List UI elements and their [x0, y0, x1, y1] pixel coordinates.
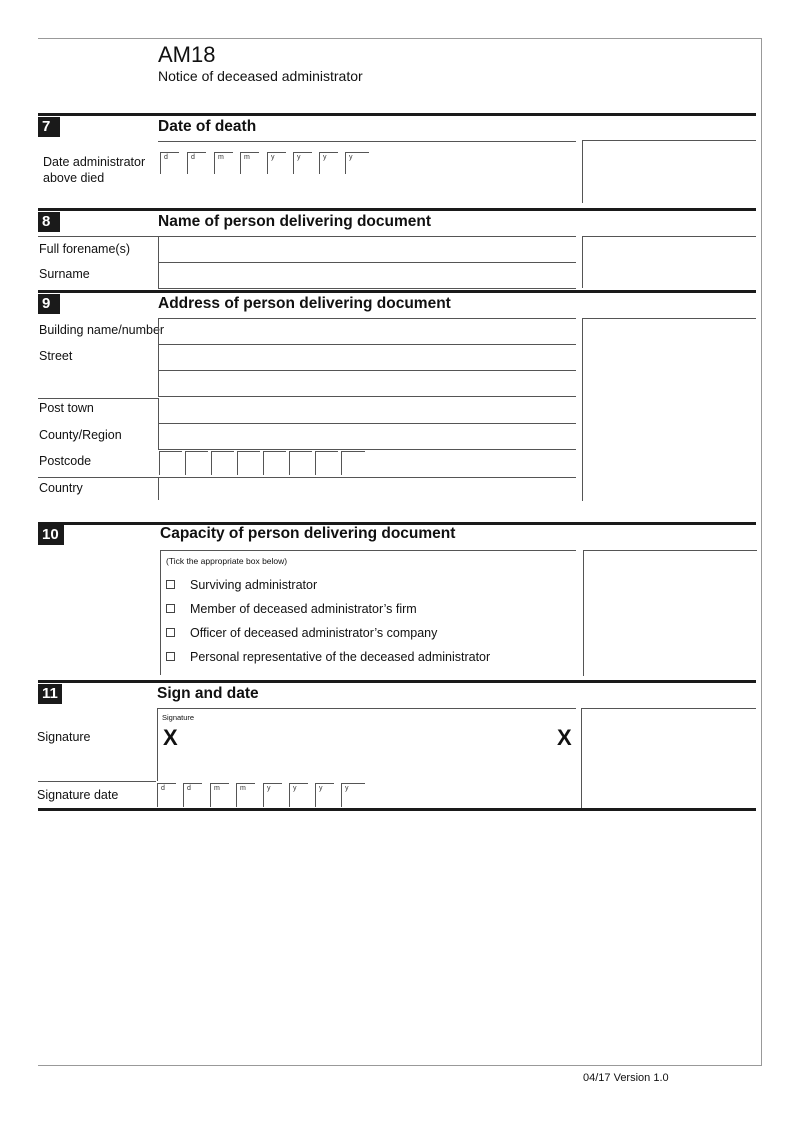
date-cell-y3[interactable]: y — [319, 152, 338, 174]
top-rule — [38, 38, 762, 39]
signature-x-left-icon: X — [163, 725, 178, 750]
post-town-label: Post town — [39, 401, 94, 415]
country-label: Country — [39, 481, 83, 495]
country-input[interactable] — [158, 478, 576, 500]
section-11-bottom-rule — [38, 808, 756, 811]
section-8-side-box — [582, 236, 756, 288]
checkbox-officer-of-company[interactable] — [166, 628, 175, 637]
date-cell-y4[interactable]: y — [345, 152, 369, 174]
postcode-cell[interactable] — [341, 451, 365, 475]
section-10-title: Capacity of person delivering document — [160, 525, 456, 542]
section-7-title: Date of death — [158, 118, 257, 135]
date-cell-d1[interactable]: d — [160, 152, 179, 174]
capacity-instruction: (Tick the appropriate box below) — [166, 556, 288, 566]
form-title: Notice of deceased administrator — [158, 68, 363, 84]
signature-date-label: Signature date — [37, 788, 119, 802]
postcode-cell[interactable] — [185, 451, 208, 475]
section-7-number: 7 — [38, 117, 60, 137]
forenames-label: Full forename(s) — [39, 242, 130, 256]
section-9-rule — [38, 290, 756, 293]
date-cell-y1[interactable]: y — [267, 152, 286, 174]
section-11-side-box — [581, 708, 756, 808]
section-8-rule — [38, 208, 756, 211]
signature-label: Signature — [37, 730, 91, 744]
date-cell-m2[interactable]: m — [240, 152, 259, 174]
date-cell-y2[interactable]: y — [293, 152, 312, 174]
option-personal-representative: Personal representative of the deceased administrator — [190, 650, 491, 664]
form-code: AM18 — [158, 42, 216, 67]
street-label: Street — [39, 349, 73, 363]
county-input[interactable] — [158, 424, 576, 450]
option-officer-of-company: Officer of deceased administrator’s company — [190, 626, 438, 640]
section-7-underline — [158, 141, 576, 142]
section-9-side-box — [582, 318, 756, 501]
sig-date-cell-m2[interactable]: m — [236, 783, 255, 807]
version-footer: 04/17 Version 1.0 — [583, 1072, 669, 1084]
section-7-rule — [38, 113, 756, 116]
sig-date-cell-d1[interactable]: d — [157, 783, 176, 807]
date-of-death-label: Date administrator above died — [43, 155, 146, 185]
forenames-input[interactable] — [158, 237, 576, 263]
surname-input[interactable] — [158, 263, 576, 289]
sig-date-cell-y2[interactable]: y — [289, 783, 308, 807]
right-rule — [761, 38, 762, 1066]
building-label: Building name/number — [39, 323, 165, 337]
postcode-cell[interactable] — [289, 451, 312, 475]
postcode-cell[interactable] — [159, 451, 182, 475]
section-10-side-box — [583, 550, 757, 676]
section-8-number: 8 — [38, 212, 60, 232]
section-8-title: Name of person delivering document — [158, 213, 432, 230]
section-10-number: 10 — [38, 525, 64, 545]
postcode-cell[interactable] — [211, 451, 234, 475]
section-9-title: Address of person delivering document — [158, 295, 451, 312]
post-town-divider — [38, 398, 158, 399]
sig-date-cell-m1[interactable]: m — [210, 783, 229, 807]
checkbox-member-of-firm[interactable] — [166, 604, 175, 613]
checkbox-surviving-administrator[interactable] — [166, 580, 175, 589]
street-input-1[interactable] — [158, 345, 576, 371]
signature-box[interactable] — [157, 709, 576, 781]
section-11-title: Sign and date — [157, 685, 259, 702]
postcode-label: Postcode — [39, 454, 92, 468]
signature-box-label: Signature — [162, 713, 195, 722]
postcode-cell[interactable] — [263, 451, 286, 475]
section-10-left-border — [160, 550, 161, 675]
section-9-number: 9 — [38, 294, 60, 314]
surname-label: Surname — [39, 267, 90, 281]
county-label: County/Region — [39, 428, 122, 442]
section-11-rule — [38, 680, 756, 683]
checkbox-personal-representative[interactable] — [166, 652, 175, 661]
section-10-underline — [160, 550, 576, 551]
street-input-2[interactable] — [158, 371, 576, 397]
signature-date-divider — [38, 781, 156, 782]
sig-date-cell-y3[interactable]: y — [315, 783, 334, 807]
date-cell-d2[interactable]: d — [187, 152, 206, 174]
postcode-cell[interactable] — [237, 451, 260, 475]
section-11-number: 11 — [38, 684, 62, 704]
option-surviving-administrator: Surviving administrator — [190, 578, 318, 592]
postcode-cell[interactable] — [315, 451, 338, 475]
post-town-input[interactable] — [158, 398, 576, 424]
section-7-side-box — [582, 140, 756, 203]
date-cell-m1[interactable]: m — [214, 152, 233, 174]
bottom-rule — [38, 1065, 762, 1066]
option-member-of-firm: Member of deceased administrator’s firm — [190, 602, 417, 616]
signature-x-right-icon: X — [557, 725, 572, 750]
building-input[interactable] — [158, 319, 576, 345]
sig-date-cell-y1[interactable]: y — [263, 783, 282, 807]
sig-date-cell-y4[interactable]: y — [341, 783, 365, 807]
sig-date-cell-d2[interactable]: d — [183, 783, 202, 807]
